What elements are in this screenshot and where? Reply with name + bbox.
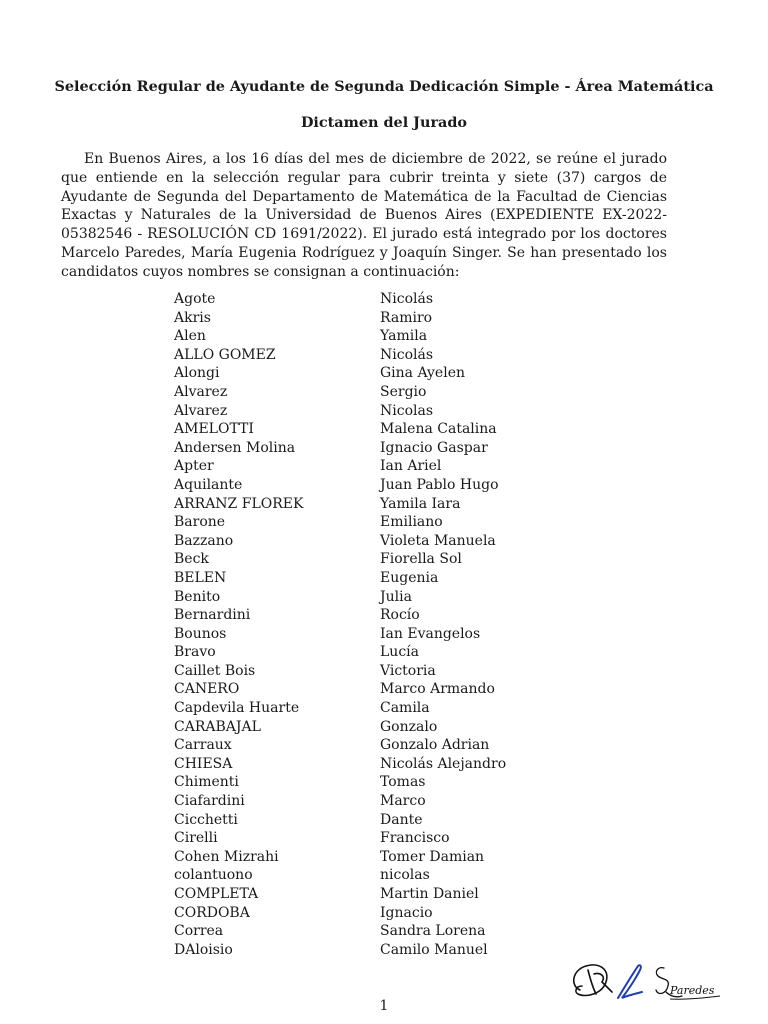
candidate-last-name: Agote xyxy=(174,291,216,307)
candidate-first-name: Ignacio xyxy=(380,904,433,921)
candidate-row xyxy=(174,736,534,755)
candidate-first-name: Tomas xyxy=(380,774,426,791)
candidate-first-name: Tomer Damian xyxy=(380,848,485,865)
candidate-first-name: Martin Daniel xyxy=(380,886,479,902)
candidate-last-name: Cirelli xyxy=(174,830,218,847)
candidate-last-name: Bounos xyxy=(174,625,227,642)
document-subtitle: Dictamen del Jurado xyxy=(300,114,468,131)
candidate-last-name: Ciafardini xyxy=(174,793,245,810)
candidate-row xyxy=(174,718,534,737)
candidate-last-name: CANERO xyxy=(174,681,240,698)
candidate-row xyxy=(174,439,534,458)
candidate-row xyxy=(174,941,534,960)
candidate-row xyxy=(174,513,534,532)
signature-1 xyxy=(574,965,612,996)
candidate-last-name: Bravo xyxy=(174,644,216,661)
candidate-first-name: Marco Armando xyxy=(380,681,495,698)
candidate-row xyxy=(174,625,534,644)
candidate-last-name: CORDOBA xyxy=(174,904,250,921)
candidate-first-name: Dante xyxy=(380,811,423,828)
candidate-row xyxy=(174,364,534,383)
candidate-last-name: CHIESA xyxy=(174,755,233,772)
candidate-row xyxy=(174,309,534,328)
candidate-last-name: Chimenti xyxy=(174,774,239,791)
candidate-first-name: Nicolas xyxy=(380,402,434,419)
candidate-first-name: Sergio xyxy=(380,383,427,400)
candidate-row xyxy=(174,569,534,588)
candidate-last-name: Alvarez xyxy=(174,383,228,400)
candidate-last-name: Carraux xyxy=(174,737,232,754)
candidate-list xyxy=(174,290,534,959)
candidate-last-name: Andersen Molina xyxy=(174,439,296,456)
candidate-row xyxy=(174,866,534,885)
candidate-row xyxy=(174,327,534,346)
candidate-first-name: Sandra Lorena xyxy=(380,923,486,940)
candidate-row xyxy=(174,588,534,607)
candidate-first-name: Malena Catalina xyxy=(380,421,497,438)
candidate-last-name: AMELOTTI xyxy=(174,421,254,438)
candidate-row xyxy=(174,811,534,830)
candidate-row xyxy=(174,402,534,421)
candidate-first-name: Fiorella Sol xyxy=(380,551,462,568)
page-number: 1 xyxy=(379,998,389,1014)
candidate-last-name: CARABAJAL xyxy=(174,718,261,735)
document-title: Selección Regular de Ayudante de Segunda Dedicación Simple - Área Matemática xyxy=(54,78,714,95)
candidate-row xyxy=(174,346,534,365)
candidate-last-name: Apter xyxy=(174,458,214,475)
candidate-last-name: COMPLETA xyxy=(174,886,259,902)
candidate-row xyxy=(174,606,534,625)
candidate-last-name: Beck xyxy=(174,551,209,568)
candidate-last-name: Alvarez xyxy=(174,402,228,419)
candidate-last-name: Capdevila Huarte xyxy=(174,700,300,717)
candidate-first-name: Rocío xyxy=(380,607,420,624)
candidate-row xyxy=(174,662,534,681)
candidate-row xyxy=(174,699,534,718)
candidate-row xyxy=(174,755,534,774)
candidate-row xyxy=(174,680,534,699)
candidate-row xyxy=(174,383,534,402)
candidate-row xyxy=(174,885,534,904)
candidate-first-name: Eugenia xyxy=(380,569,439,586)
candidate-row xyxy=(174,848,534,867)
candidate-row xyxy=(174,904,534,923)
candidate-last-name: DAloisio xyxy=(174,941,233,958)
candidate-first-name: Nicolás xyxy=(380,346,434,363)
candidate-last-name: Barone xyxy=(174,514,226,531)
candidate-first-name: Lucía xyxy=(380,644,419,661)
candidate-row xyxy=(174,495,534,514)
signature-paredes-text: Paredes xyxy=(670,984,715,997)
candidate-first-name: Gonzalo xyxy=(380,718,438,735)
candidate-first-name: Francisco xyxy=(380,830,450,847)
candidate-last-name: Cohen Mizrahi xyxy=(174,848,279,865)
candidate-first-name: Violeta Manuela xyxy=(380,532,496,549)
candidate-last-name: Akris xyxy=(174,309,211,326)
candidate-first-name: Nicolás Alejandro xyxy=(380,755,507,772)
candidate-row xyxy=(174,550,534,569)
candidate-first-name: Nicolás xyxy=(380,291,434,307)
candidate-first-name: Gina Ayelen xyxy=(380,365,465,382)
candidate-last-name: Benito xyxy=(174,588,221,605)
candidate-first-name: Yamila Iara xyxy=(380,495,461,512)
candidate-last-name: Alongi xyxy=(174,365,220,382)
candidate-last-name: Correa xyxy=(174,923,224,940)
candidate-row xyxy=(174,532,534,551)
candidate-first-name: Gonzalo Adrian xyxy=(380,737,490,754)
candidate-first-name: nicolas xyxy=(380,867,430,884)
candidate-first-name: Ramiro xyxy=(380,309,433,326)
signature-2 xyxy=(618,965,642,998)
candidate-first-name: Marco xyxy=(380,793,426,810)
candidate-first-name: Ian Evangelos xyxy=(380,625,481,642)
candidate-last-name: Caillet Bois xyxy=(174,662,256,679)
candidate-last-name: ALLO GOMEZ xyxy=(174,346,276,363)
intro-paragraph: En Buenos Aires, a los 16 días del mes de diciembre de 2022, se reúne el jurado que entiende en la selección regular para cubrir treinta y siete (37) cargos de Ayudante de Segunda del Departamento de Matemática de la Facultad de Ciencias Exactas y Naturales de la Universidad de Buenos Aires (EXPEDIENTE EX-2022-05382546 - RESOLUCIÓN CD 1691/2022). El jurado está integrado por los doctores Marcelo Paredes, María Eugenia Rodríguez y Joaquín Singer. Se han presentado los candidatos cuyos nombres se consignan a continuación: xyxy=(61,151,667,280)
candidate-first-name: Camilo Manuel xyxy=(380,941,488,958)
candidate-last-name: colantuono xyxy=(174,867,253,884)
candidate-row xyxy=(174,643,534,662)
candidate-first-name: Julia xyxy=(380,588,412,605)
candidate-last-name: Aquilante xyxy=(174,476,243,493)
candidate-last-name: Cicchetti xyxy=(174,811,238,828)
candidate-last-name: BELEN xyxy=(174,569,227,586)
candidate-first-name: Juan Pablo Hugo xyxy=(380,476,499,493)
candidate-last-name: Alen xyxy=(174,328,206,345)
candidate-row xyxy=(174,773,534,792)
candidate-row xyxy=(174,792,534,811)
candidate-first-name: Emiliano xyxy=(380,514,443,531)
candidate-row xyxy=(174,420,534,439)
candidate-first-name: Ignacio Gaspar xyxy=(380,439,488,456)
candidate-first-name: Yamila xyxy=(380,328,428,345)
candidate-first-name: Victoria xyxy=(380,662,436,679)
candidate-first-name: Ian Ariel xyxy=(380,458,442,475)
candidate-last-name: ARRANZ FLOREK xyxy=(174,495,304,512)
candidate-row xyxy=(174,476,534,495)
candidate-row xyxy=(174,922,534,941)
candidate-last-name: Bernardini xyxy=(174,607,251,624)
candidate-row xyxy=(174,829,534,848)
candidate-first-name: Camila xyxy=(380,700,430,717)
candidate-row xyxy=(174,457,534,476)
candidate-row xyxy=(174,290,534,309)
candidate-last-name: Bazzano xyxy=(174,532,234,549)
